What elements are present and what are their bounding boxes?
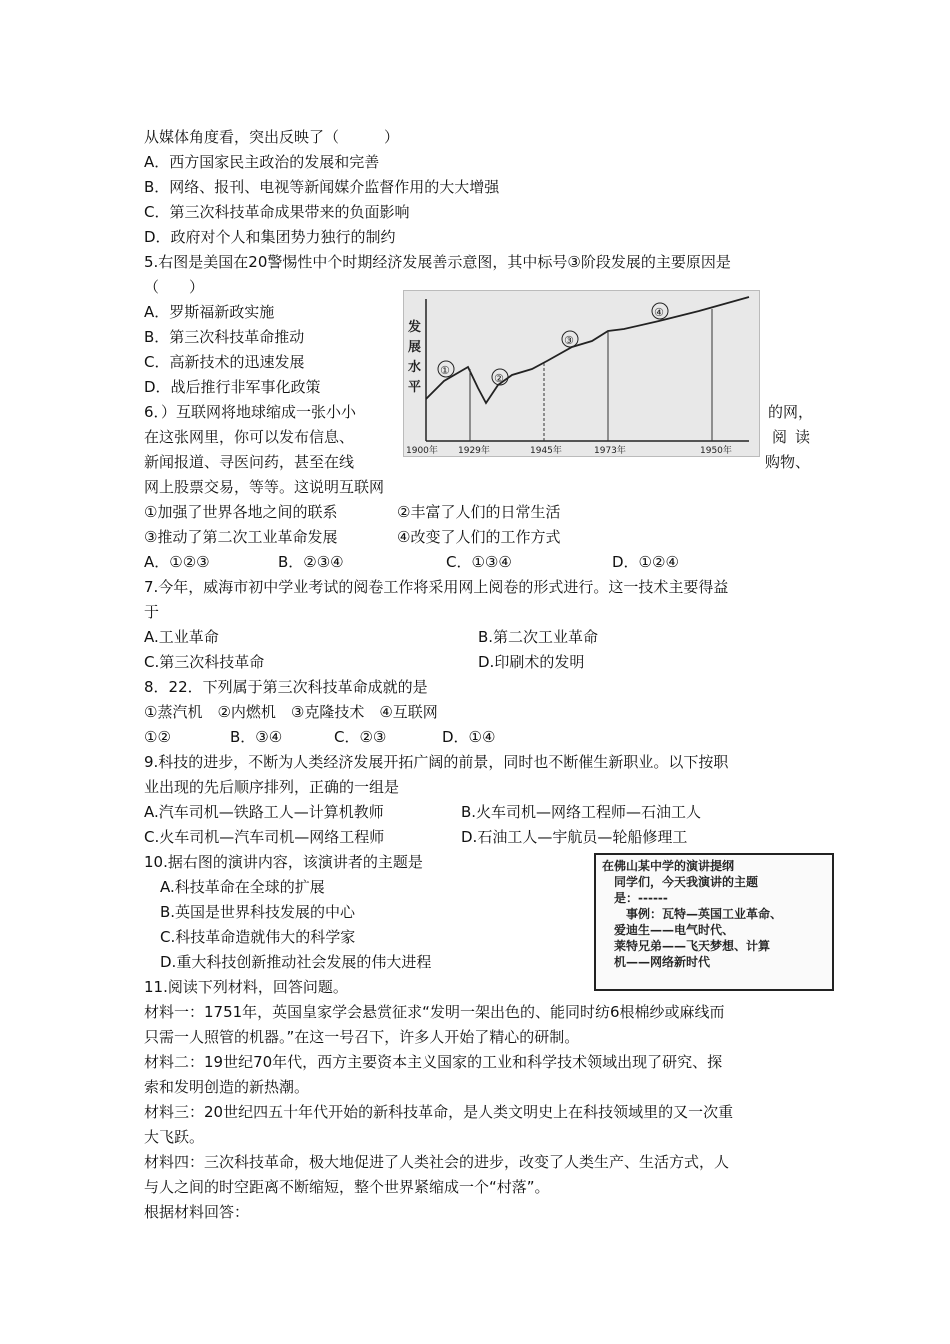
- us-economy-chart: [403, 290, 760, 457]
- q4-option-d: D．政府对个人和集团势力独行的制约: [144, 228, 396, 246]
- q9-option-d: D.石油工人—宇航员—轮船修理工: [461, 828, 688, 846]
- q6-line4: 网上股票交易，等等。这说明互联网: [144, 478, 385, 496]
- speech-line-5: 爱迪生——电气时代、: [602, 923, 735, 937]
- speech-line-1: 在佛山某中学的演讲提纲: [602, 859, 735, 873]
- stage-mark-1: ①: [440, 364, 450, 377]
- q7-option-c: C.第三次科技革命: [144, 653, 265, 671]
- q6-item-3: ③推动了第二次工业革命发展: [144, 528, 338, 546]
- material-1-line-1: 材料一：1751年，英国皇家学会悬赏征求“发明一架出色的、能同时纺6根棉纱或麻线而: [144, 1003, 725, 1021]
- q8-option-d: D．①④: [442, 728, 496, 746]
- q6-line3-right: 购物、: [765, 453, 811, 471]
- q7-option-d: D.印刷术的发明: [478, 653, 585, 671]
- q10-option-b: B.英国是世界科技发展的中心: [160, 903, 356, 921]
- material-1-line-2: 只需一人照管的机器。”在这一号召下，许多人开始了精心的研制。: [144, 1028, 580, 1046]
- q5-stem: 5.右图是美国在20警惕性中个时期经济发展善示意图，其中标号③阶段发展的主要原因是: [144, 253, 731, 271]
- q5-option-c: C．高新技术的迅速发展: [144, 353, 305, 371]
- q6-item-2: ②丰富了人们的日常生活: [397, 503, 561, 521]
- q11-stem: 11.阅读下列材料，回答问题。: [144, 978, 348, 996]
- material-3-line-2: 大飞跃。: [144, 1128, 205, 1146]
- material-4-line-2: 与人之间的时空距离不断缩短，整个世界紧缩成一个“村落”。: [144, 1178, 550, 1196]
- material-2-line-1: 材料二：19世纪70年代，西方主要资本主义国家的工业和科学技术领域出现了研究、探: [144, 1053, 723, 1071]
- stage-mark-2: ②: [494, 372, 504, 385]
- q6-item-4: ④改变了人们的工作方式: [397, 528, 561, 546]
- q10-option-a: A.科技革命在全球的扩展: [160, 878, 325, 896]
- q6-option-c: C．①③④: [446, 553, 512, 571]
- q9-option-a: A.汽车司机—铁路工人—计算机教师: [144, 803, 384, 821]
- q7-stem-2: 于: [144, 603, 160, 621]
- q5-paren: （ ）: [144, 278, 205, 296]
- q10-option-c: C.科技革命造就伟大的科学家: [160, 928, 356, 946]
- answer-prompt: 根据材料回答：: [144, 1203, 250, 1221]
- speech-line-7: 机——网络新时代: [602, 955, 711, 969]
- speech-line-4: 事例：瓦特—英国工业革命、: [602, 907, 783, 921]
- q7-option-b: B.第二次工业革命: [478, 628, 599, 646]
- q9-stem-2: 业出现的先后顺序排列，正确的一组是: [144, 778, 400, 796]
- q5-option-a: A．罗斯福新政实施: [144, 303, 275, 321]
- q9-option-c: C.火车司机—汽车司机—网络工程师: [144, 828, 385, 846]
- material-4-line-1: 材料四：三次科技革命，极大地促进了人类社会的进步，改变了人类生产、生活方式，人: [144, 1153, 730, 1171]
- speech-line-2: 同学们，今天我演讲的主题: [602, 875, 759, 889]
- q7-option-a: A.工业革命: [144, 628, 219, 646]
- q6-option-d: D．①②④: [612, 553, 679, 571]
- speech-outline-box: [594, 853, 834, 991]
- q6-line1-right: 的网，: [768, 403, 814, 421]
- material-3-line-1: 材料三：20世纪四五十年代开始的新科技革命，是人类文明史上在科技领域里的又一次重: [144, 1103, 734, 1121]
- q8-stem: 8．22．下列属于第三次科技革命成就的是: [144, 678, 428, 696]
- x-tick-1945: 1945年: [530, 446, 562, 456]
- ylabel-char-4: 平: [408, 380, 422, 395]
- chart-svg: [404, 291, 759, 456]
- q6-item-1: ①加强了世界各地之间的联系: [144, 503, 338, 521]
- q4-stem-tail: 从媒体角度看，突出反映了（ ）: [144, 128, 400, 146]
- q8-option-b: B．③④: [230, 728, 283, 746]
- development-curve: [426, 297, 749, 403]
- q4-option-b: B．网络、报刊、电视等新闻媒介监督作用的大大增强: [144, 178, 500, 196]
- q9-stem-1: 9.科技的进步，不断为人类经济发展开拓广阔的前景，同时也不断催生新职业。以下按职: [144, 753, 729, 771]
- x-tick-1973: 1973年: [594, 446, 626, 456]
- ylabel-char-1: 发: [408, 320, 422, 335]
- q4-option-c: C．第三次科技革命成果带来的负面影响: [144, 203, 410, 221]
- x-tick-1929: 1929年: [458, 446, 490, 456]
- stage-mark-4: ④: [654, 306, 664, 319]
- stage-mark-3: ③: [564, 334, 574, 347]
- x-tick-1900: 1900年: [406, 446, 438, 456]
- q10-option-d: D.重大科技创新推动社会发展的伟大进程: [160, 953, 432, 971]
- q9-option-b: B.火车司机—网络工程师—石油工人: [461, 803, 702, 821]
- q7-stem-1: 7.今年，威海市初中学业考试的阅卷工作将采用网上阅卷的形式进行。这一技术主要得益: [144, 578, 729, 596]
- material-2-line-2: 索和发明创造的新热潮。: [144, 1078, 310, 1096]
- ylabel-char-2: 展: [408, 340, 422, 355]
- q8-option-c: C．②③: [334, 728, 387, 746]
- q6-line2-left: 在这张网里，你可以发布信息、: [144, 428, 355, 446]
- q5-option-d: D．战后推行非军事化政策: [144, 378, 321, 396]
- q8-items: ①蒸汽机 ②内燃机 ③克隆技术 ④互联网: [144, 703, 438, 721]
- q6-line1-left: 6．）互联网将地球缩成一张小小: [144, 403, 357, 421]
- ylabel-char-3: 水: [408, 360, 422, 375]
- q8-option-a: ①②: [144, 728, 171, 746]
- q6-line2-right: 阅读: [772, 428, 819, 446]
- x-tick-end: 1950年: [700, 446, 732, 456]
- speech-line-6: 莱特兄弟——飞天梦想、计算: [602, 939, 771, 953]
- q6-line3-left: 新闻报道、寻医问药，甚至在线: [144, 453, 355, 471]
- q6-option-a: A．①②③: [144, 553, 210, 571]
- q10-stem: 10.据右图的演讲内容，该演讲者的主题是: [144, 853, 423, 871]
- q5-option-b: B．第三次科技革命推动: [144, 328, 305, 346]
- speech-line-3: 是：------: [602, 891, 668, 905]
- q4-option-a: A．西方国家民主政治的发展和完善: [144, 153, 380, 171]
- q6-option-b: B．②③④: [278, 553, 344, 571]
